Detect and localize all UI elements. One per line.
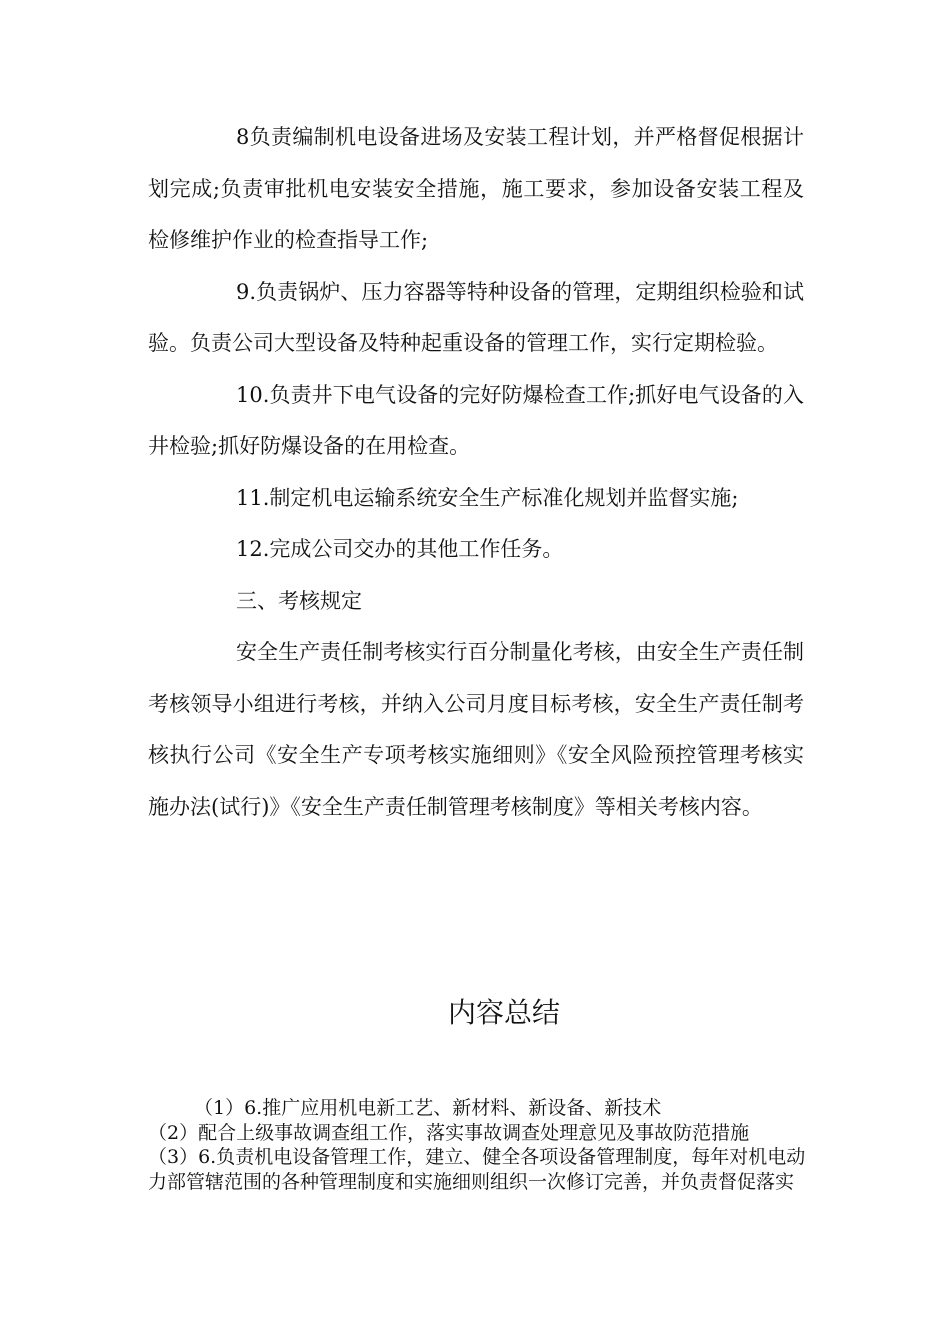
summary-item: （2）配合上级事故调查组工作，落实事故调查处理意见及事故防范措施 [148,1121,750,1144]
summary-item: （3）6.负责机电设备管理工作，建立、健全各项设备管理制度，每年对机电动力部管辖范围的各种管理制度和实施细则组织一次修订完善，并负责督促落实 [148,1146,806,1193]
document-body [148,112,804,833]
paragraph-item-12: 12.完成公司交办的其他工作任务。 [236,537,564,561]
summary-title: 内容总结 [447,996,560,1029]
summary-list [148,1096,808,1194]
section-heading-assessment: 三、考核规定 [236,588,362,613]
paragraph-item-11: 11.制定机电运输系统安全生产标准化规划并监督实施; [236,485,739,510]
paragraph-item-10: 10.负责井下电气设备的完好防爆检查工作;抓好电气设备的入井检验;抓好防爆设备的在用检查。 [148,382,804,458]
paragraph-item-9: 9.负责锅炉、压力容器等特种设备的管理，定期组织检验和试验。负责公司大型设备及特种起重设备的管理工作，实行定期检验。 [148,279,804,355]
paragraph-assessment: 安全生产责任制考核实行百分制量化考核，由安全生产责任制考核领导小组进行考核，并纳入公司月度目标考核，安全生产责任制考核执行公司《安全生产专项考核实施细则》《安全风险预控管理考核实施办法(试行)》《安全生产责任制管理考核制度》等相关考核内容。 [148,640,804,819]
paragraph-item-8: 8负责编制机电设备进场及安装工程计划，并严格督促根据计划完成;负责审批机电安装安全措施，施工要求，参加设备安装工程及检修维护作业的检查指导工作; [148,125,804,252]
summary-item: （1）6.推广应用机电新工艺、新材料、新设备、新技术 [194,1097,662,1119]
